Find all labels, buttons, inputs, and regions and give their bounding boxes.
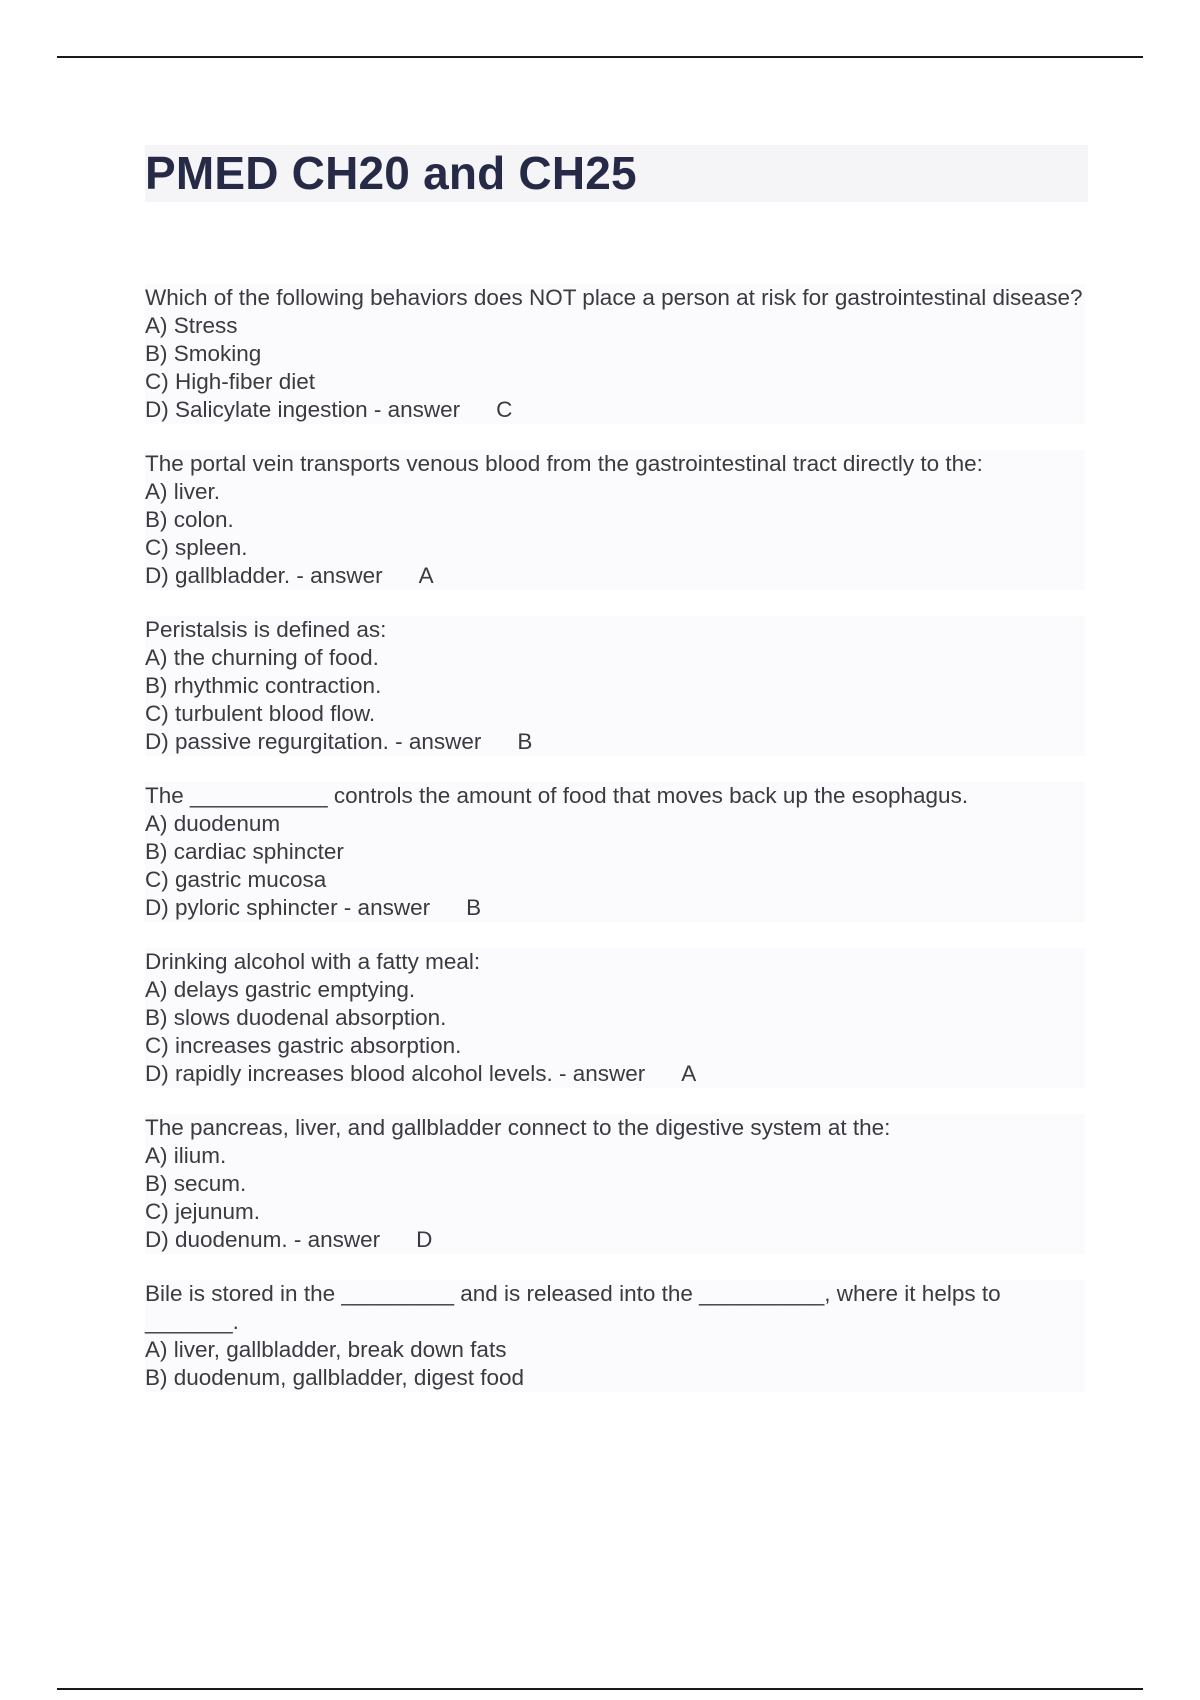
header-rule bbox=[57, 56, 1143, 58]
option-b: B) cardiac sphincter bbox=[145, 839, 344, 864]
option-c: C) spleen. bbox=[145, 535, 248, 560]
question-stem: Bile is stored in the _________ and is released into the __________, where it helps to _______. bbox=[145, 1281, 1001, 1334]
answer-letter: B bbox=[466, 895, 482, 920]
answer-letter: B bbox=[517, 729, 533, 754]
option-b: B) colon. bbox=[145, 507, 234, 532]
question-list bbox=[145, 284, 1085, 1418]
option-a: A) liver. bbox=[145, 479, 221, 504]
option-d: D) pyloric sphincter - answer bbox=[145, 895, 431, 920]
answer-letter: A bbox=[681, 1061, 697, 1086]
option-d-with-answer bbox=[145, 1060, 1085, 1088]
footer-rule bbox=[57, 1688, 1143, 1690]
question-stem: Drinking alcohol with a fatty meal: bbox=[145, 949, 481, 974]
question-2 bbox=[145, 450, 1085, 590]
question-1 bbox=[145, 284, 1085, 424]
option-d: D) rapidly increases blood alcohol levels. - answer bbox=[145, 1061, 646, 1086]
option-c: C) gastric mucosa bbox=[145, 867, 327, 892]
question-stem: The ___________ controls the amount of food that moves back up the esophagus. bbox=[145, 783, 969, 808]
question-stem: Which of the following behaviors does NOT place a person at risk for gastrointestinal disease? bbox=[145, 285, 1083, 310]
option-d-with-answer bbox=[145, 894, 1085, 922]
option-a: A) ilium. bbox=[145, 1143, 227, 1168]
option-b: B) secum. bbox=[145, 1171, 247, 1196]
option-a: A) Stress bbox=[145, 313, 238, 338]
option-a: A) liver, gallbladder, break down fats bbox=[145, 1337, 507, 1362]
option-d: D) Salicylate ingestion - answer bbox=[145, 397, 461, 422]
option-c: C) increases gastric absorption. bbox=[145, 1033, 462, 1058]
question-5 bbox=[145, 948, 1085, 1088]
page-title: PMED CH20 and CH25 bbox=[145, 147, 637, 199]
option-d: D) duodenum. - answer bbox=[145, 1227, 381, 1252]
answer-letter: A bbox=[418, 563, 434, 588]
question-6 bbox=[145, 1114, 1085, 1254]
question-7 bbox=[145, 1280, 1085, 1392]
option-d-with-answer bbox=[145, 396, 1085, 424]
option-a: A) the churning of food. bbox=[145, 645, 379, 670]
option-a: A) delays gastric emptying. bbox=[145, 977, 416, 1002]
question-stem: The pancreas, liver, and gallbladder connect to the digestive system at the: bbox=[145, 1115, 891, 1140]
option-b: B) slows duodenal absorption. bbox=[145, 1005, 447, 1030]
question-3 bbox=[145, 616, 1085, 756]
option-c: C) turbulent blood flow. bbox=[145, 701, 376, 726]
option-c: C) High-fiber diet bbox=[145, 369, 316, 394]
answer-letter: C bbox=[496, 397, 513, 422]
option-b: B) rhythmic contraction. bbox=[145, 673, 382, 698]
option-d-with-answer bbox=[145, 1226, 1085, 1254]
option-c: C) jejunum. bbox=[145, 1199, 261, 1224]
question-4 bbox=[145, 782, 1085, 922]
option-d-with-answer bbox=[145, 562, 1085, 590]
answer-letter: D bbox=[416, 1227, 433, 1252]
option-d-with-answer bbox=[145, 728, 1085, 756]
option-d: D) passive regurgitation. - answer bbox=[145, 729, 482, 754]
option-d: D) gallbladder. - answer bbox=[145, 563, 383, 588]
question-stem: The portal vein transports venous blood from the gastrointestinal tract directly to the: bbox=[145, 451, 983, 476]
option-b: B) Smoking bbox=[145, 341, 262, 366]
question-stem: Peristalsis is defined as: bbox=[145, 617, 387, 642]
option-b: B) duodenum, gallbladder, digest food bbox=[145, 1365, 525, 1390]
option-a: A) duodenum bbox=[145, 811, 281, 836]
